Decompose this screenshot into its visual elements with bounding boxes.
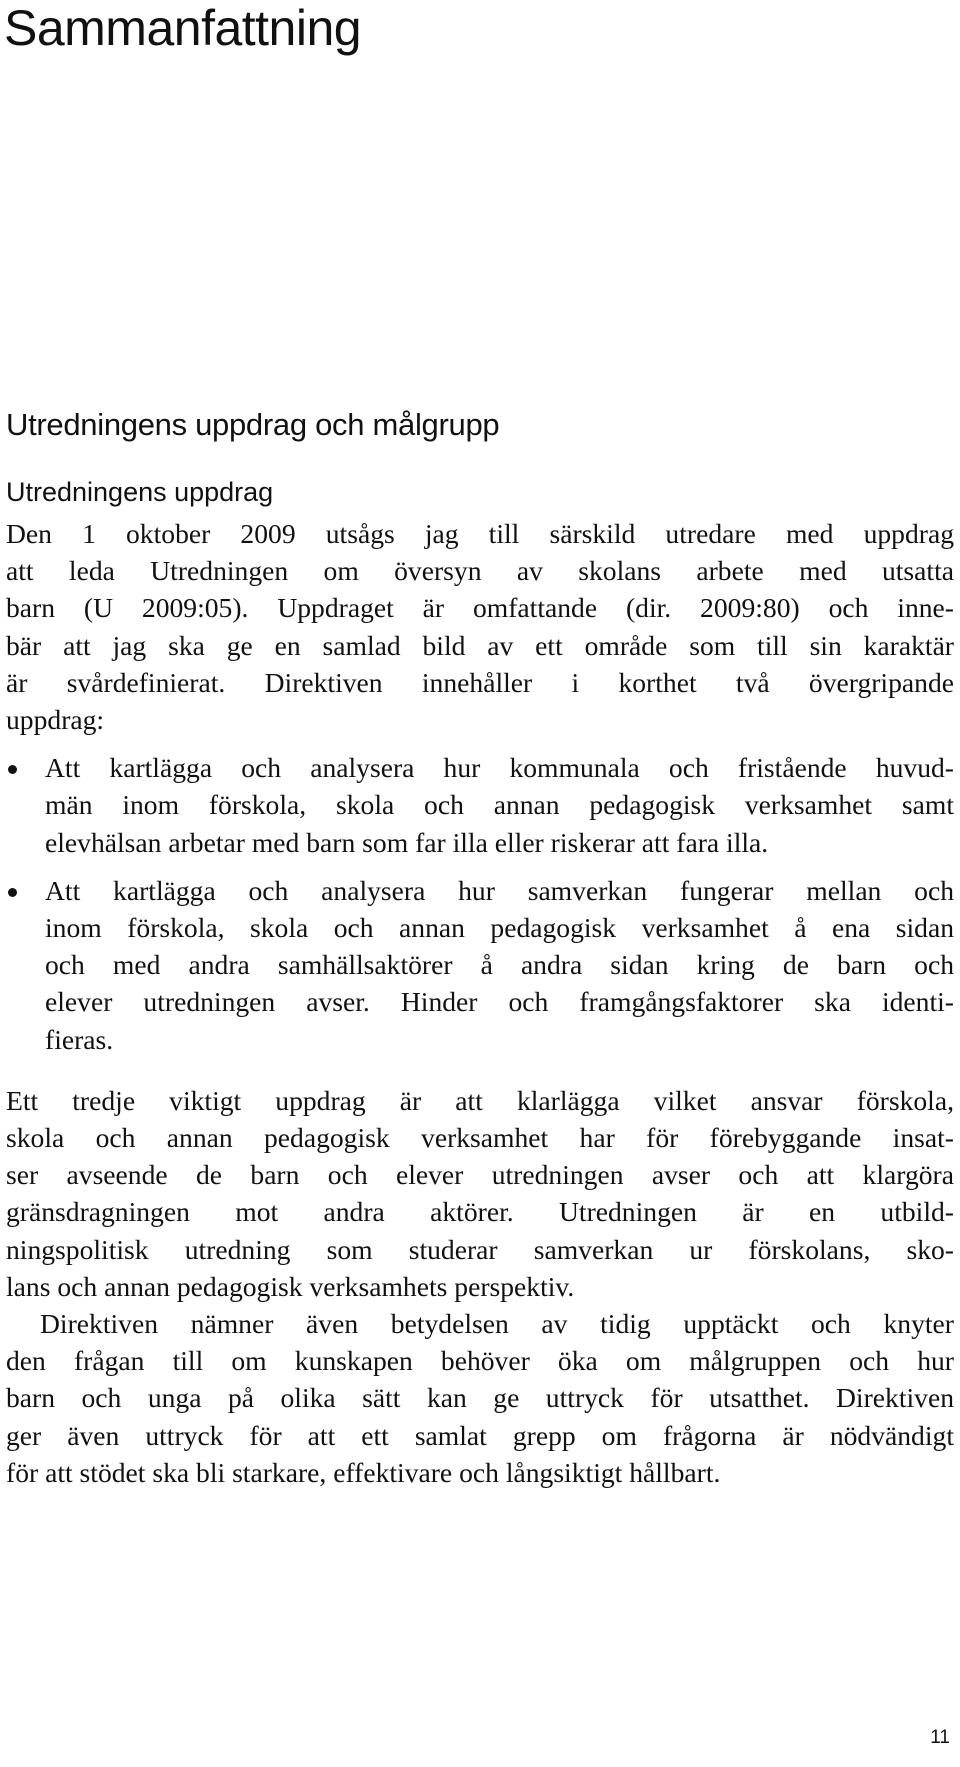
- paragraph-line: ningspolitisk utredning som studerar samverkan ur förskolans, sko-: [6, 1233, 954, 1265]
- list-item-line: och med andra samhällsaktörer å andra sidan kring de barn och: [45, 949, 954, 981]
- paragraph-third-task: [6, 1082, 954, 1305]
- paragraph-line: ser avseende de barn och elever utredningen avser och att klargöra: [6, 1159, 954, 1191]
- paragraph-line: ger även uttryck för att ett samlat grepp om frågorna är nödvändigt: [6, 1419, 954, 1451]
- paragraph-line: är svårdefinierat. Direktiven innehåller i korthet två övergripande: [6, 666, 954, 698]
- paragraph-line: bär att jag ska ge en samlad bild av ett område som till sin karaktär: [6, 629, 954, 661]
- list-item-line: Att kartlägga och analysera hur samverkan fungerar mellan och: [45, 874, 954, 906]
- paragraph-line: Den 1 oktober 2009 utsågs jag till särskild utredare med uppdrag: [6, 518, 954, 549]
- list-item-line: män inom förskola, skola och annan pedagogisk verksamhet samt: [45, 789, 954, 821]
- paragraph-line: för att stödet ska bli starkare, effektivare och långsiktigt hållbart.: [6, 1456, 721, 1488]
- paragraph-line: att leda Utredningen om översyn av skolans arbete med utsatta: [6, 555, 954, 587]
- list-item: [6, 749, 954, 861]
- list-item-line: elevhälsan arbetar med barn som far illa eller riskerar att fara illa.: [45, 826, 769, 858]
- paragraph-line: barn (U 2009:05). Uppdraget är omfattande (dir. 2009:80) och inne-: [6, 592, 954, 624]
- paragraph-line-text: Direktiven nämner även betydelsen av tidig upptäckt och knyter: [40, 1308, 954, 1340]
- paragraph-line: barn och unga på olika sätt kan ge uttryck för utsatthet. Direktiven: [6, 1382, 954, 1414]
- paragraph-line: skola och annan pedagogisk verksamhet har för förebyggande insat-: [6, 1122, 954, 1154]
- paragraph-line: den frågan till om kunskapen behöver öka om målgruppen och hur: [6, 1345, 954, 1377]
- bullet-icon: [8, 888, 17, 897]
- paragraph-line: [6, 1305, 954, 1342]
- subsection-heading: Utredningens uppdrag: [6, 477, 274, 507]
- page-title: Sammanfattning: [4, 0, 362, 56]
- list-item: [6, 872, 954, 1058]
- paragraph-line: lans och annan pedagogisk verksamhets perspektiv.: [6, 1270, 575, 1302]
- page-number: 11: [930, 1727, 950, 1748]
- paragraph-intro: [6, 515, 954, 738]
- section-heading: Utredningens uppdrag och målgrupp: [6, 407, 500, 442]
- bullet-list: [6, 749, 954, 1058]
- list-item-line: elever utredningen avser. Hinder och framgångsfaktorer ska identi-: [45, 986, 954, 1018]
- list-item-line: fieras.: [45, 1023, 114, 1055]
- bullet-icon: [8, 765, 17, 774]
- list-item-line: inom förskola, skola och annan pedagogisk verksamhet å ena sidan: [45, 912, 954, 944]
- paragraph-line: uppdrag:: [6, 704, 105, 736]
- paragraph-line: Ett tredje viktigt uppdrag är att klarlägga vilket ansvar förskola,: [6, 1084, 954, 1116]
- list-item-line: Att kartlägga och analysera hur kommunala och fristående huvud-: [45, 752, 954, 784]
- body-text: [6, 515, 954, 1491]
- paragraph-early-detection: [6, 1305, 954, 1491]
- paragraph-line: gränsdragningen mot andra aktörer. Utredningen är en utbild-: [6, 1196, 954, 1228]
